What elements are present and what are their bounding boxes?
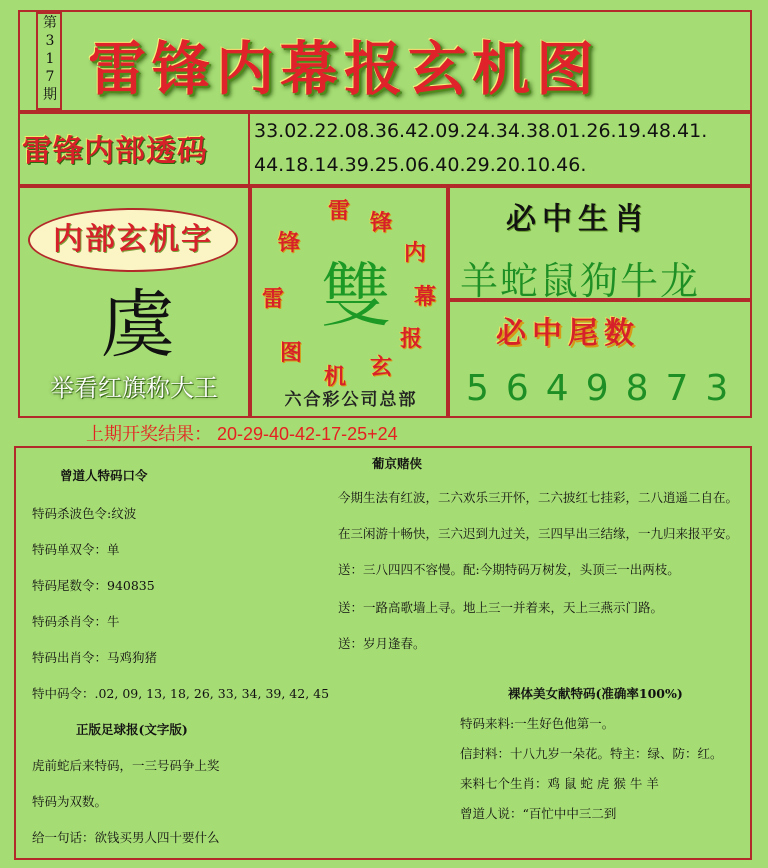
ring-char: 机: [324, 364, 347, 390]
ring-char: 图: [280, 340, 303, 366]
slogan: 举看红旗称大王: [50, 376, 218, 402]
internal-character: 虞: [101, 282, 175, 368]
ring-char: 玄: [370, 354, 393, 380]
left-item: 特码出肖令：马鸡狗猪: [32, 650, 158, 665]
left-item: 特码尾数令：940835: [32, 578, 155, 593]
right-line: 送：三八四四不容慢。配:今期特码万树发，头顶三一出两枝。: [338, 562, 680, 577]
right-line-2: 信封料：十八九岁一朵花。特主：绿、防：红。: [460, 746, 723, 761]
left-item: 特码杀波色令:纹波: [32, 506, 137, 521]
left-heading-2: 正版足球报(文字版): [76, 722, 188, 737]
numbers-line-2: 44.18.14.39.25.06.40.29.20.10.46.: [254, 154, 587, 176]
ring-char: 雷: [328, 198, 351, 224]
right-line: 在三闲游十畅快，三六迟到九过关，三四早出三结缘，一九归来报平安。: [338, 526, 739, 541]
right-heading-2: 裸体美女献特码(准确率100%): [508, 686, 683, 701]
tail-heading: 必中尾数: [496, 316, 640, 351]
ring-char: 锋: [278, 230, 301, 256]
ring-char: 报: [400, 326, 423, 352]
right-line-2: 来料七个生肖：鸡 鼠 蛇 虎 猴 牛 羊: [460, 776, 659, 791]
left-item-2: 特码为双数。: [32, 794, 108, 809]
left-item: 特码单双令：单: [32, 542, 120, 557]
left-heading: 曾道人特码口令: [60, 468, 148, 483]
issue-number: [40, 14, 60, 104]
ring-char: 内: [404, 240, 427, 266]
ring-char: 锋: [370, 210, 393, 236]
numbers-line-1: 33.02.22.08.36.42.09.24.34.38.01.26.19.48.41.: [254, 120, 708, 142]
zodiac-values: 羊蛇鼠狗牛龙: [460, 259, 701, 303]
internal-badge: 内部玄机字: [28, 208, 238, 272]
issue-char: 期: [43, 87, 57, 103]
left-item: 特码杀肖令：牛: [32, 614, 120, 629]
issue-char: 7: [45, 69, 55, 85]
right-line-2: 曾道人说：“百忙中中三二到: [460, 806, 617, 821]
issue-char: 第: [43, 15, 57, 31]
last-result: 上期开奖结果： 20-29-40-42-17-25+24: [86, 424, 398, 444]
ring-char: 雷: [262, 286, 285, 312]
company-label: 六合彩公司总部: [284, 390, 418, 410]
right-line: 今期生法有红波，二六欢乐三开怀，二六披红七挂彩，二八逍遥二自在。: [338, 490, 739, 505]
left-item-2: 虎前蛇后来特码，一三号码争上奖: [32, 758, 220, 773]
numbers-label: 雷锋内部透码: [22, 134, 208, 169]
issue-char: 1: [45, 51, 55, 67]
issue-char: 3: [45, 33, 55, 49]
right-line: 送：一路高歌墙上寻。地上三一并着来，天上三燕示门路。: [338, 600, 664, 615]
left-item-2: 给一句话：欲钱买男人四十要什么: [32, 830, 220, 845]
page-title: 雷锋内幕报玄机图: [88, 35, 601, 103]
right-heading: 葡京赌侠: [372, 456, 423, 471]
right-line-2: 特码来料:一生好色他第一。: [460, 716, 615, 731]
left-item: 特中码令：.02, 09, 13, 18, 26, 33, 34, 39, 42, 45: [32, 686, 330, 701]
zodiac-heading: 必中生肖: [506, 202, 650, 237]
ring-char: 幕: [414, 284, 437, 310]
right-line: 送：岁月逢春。: [338, 636, 426, 651]
center-character: 雙: [321, 255, 391, 337]
tail-values: 5649873: [466, 368, 746, 409]
